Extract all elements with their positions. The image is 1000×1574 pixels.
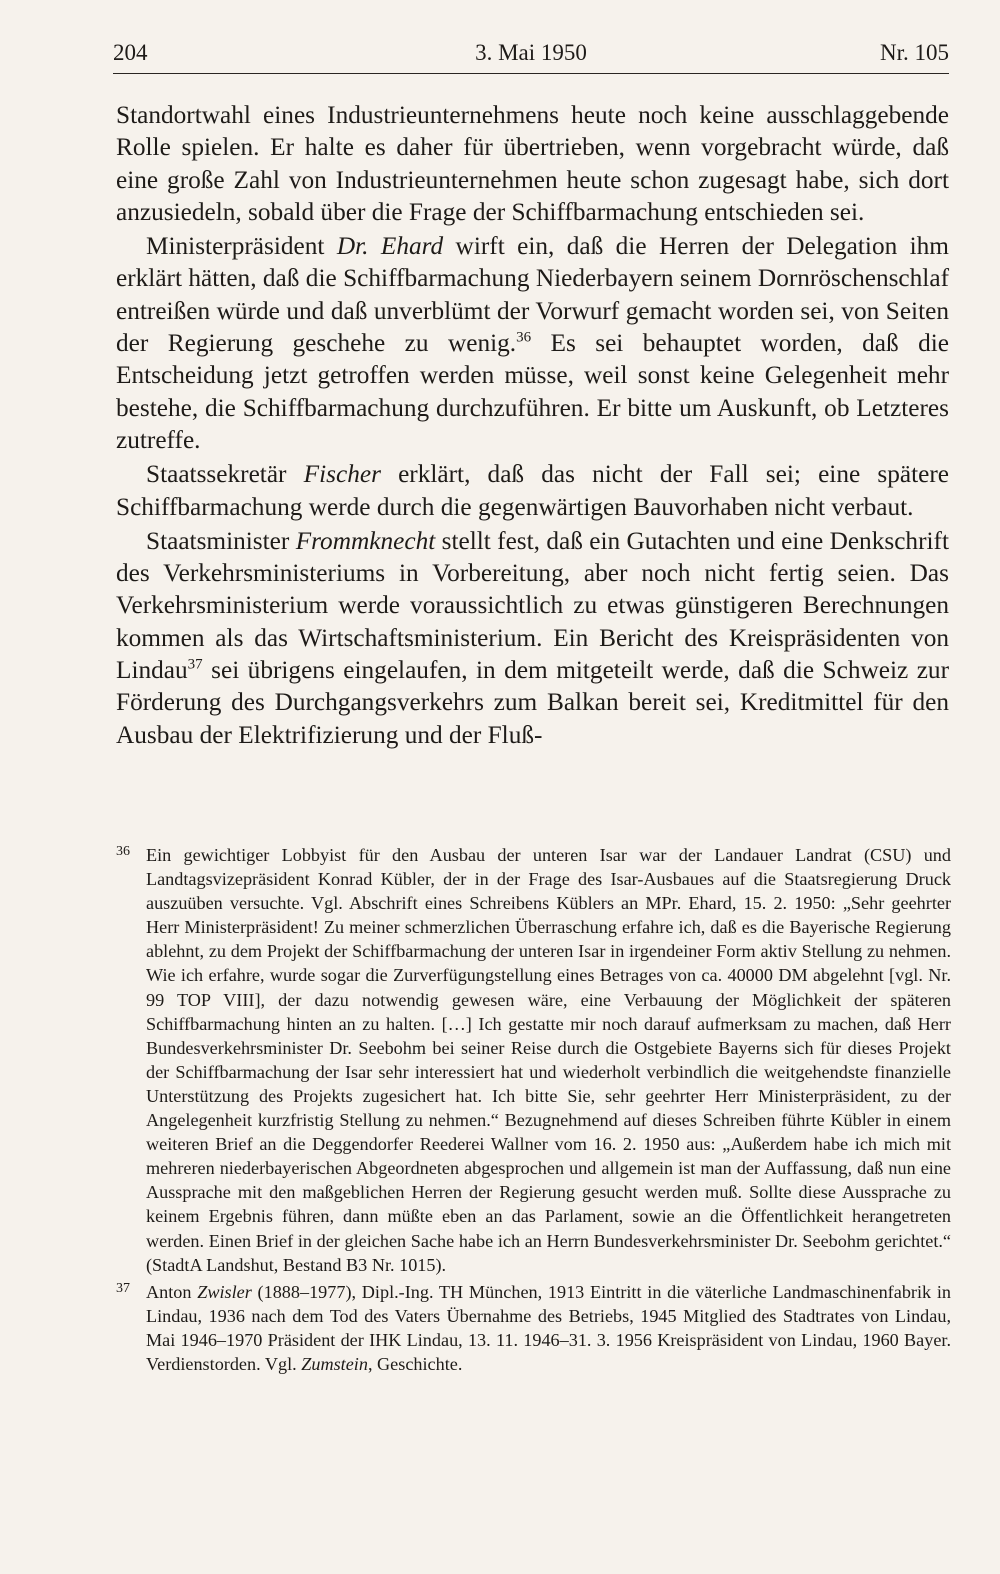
header-rule xyxy=(113,73,949,74)
footnote-36 xyxy=(116,843,951,1277)
paragraph-4-text-a: Staatsminister xyxy=(146,526,296,555)
footnote-reference-36[interactable]: 36 xyxy=(516,329,532,346)
running-header xyxy=(113,40,949,72)
footnote-37 xyxy=(116,1280,951,1376)
footnote-reference-37[interactable]: 37 xyxy=(187,656,203,673)
paragraph-4-text-b: stellt fest, daß ein Gutachten und eine Denkschrift des Verkehrsministeriums in Vorbereitung, aber noch nicht fertig seien. Das Verkehrsministerium werde voraussichtlich zu etwas günstigeren Berechnungen kommen als das Wirtschaftsministerium. Ein Bericht des Kreispräsidenten von Lindau xyxy=(116,526,949,685)
footnote-text-c: , Geschichte. xyxy=(367,1353,463,1374)
footnote-number: 37 xyxy=(116,1280,130,1296)
footnote-text-b: (1888–1977), Dipl.-Ing. TH München, 1913 Eintritt in die väterliche Landmaschinenfabrik in Lindau, 1936 nach dem Tod des Vaters Übernahme des Betriebs, 1945 Mitglied des Stadtrates von Lindau, Mai 1946–1970 Präsident der IHK Lindau, 13. 11. 1946–31. 3. 1956 Kreispräsident von Lindau, 1960 Bayer. Verdienstorden. Vgl. xyxy=(146,1281,951,1374)
paragraph-3 xyxy=(116,458,949,523)
paragraph-3-text-b: erklärt, daß das nicht der Fall sei; eine spätere Schiffbarmachung werde durch die gegenwärtigen Bauvorhaben nicht verbaut. xyxy=(116,460,949,521)
speaker-name: Frommknecht xyxy=(295,526,436,555)
paragraph-2-text-b: wirft ein, daß die Herren der Delegation ihm erklärt hätten, daß die Schiffbarmachung Niederbayern seinem Dornröschenschlaf entreißen würde und daß unverblümt der Vorwurf gemacht worden sei, von Seiten der Regierung geschehe zu wenig. xyxy=(116,232,949,358)
source-reference: Zumstein xyxy=(301,1353,368,1374)
speaker-name: Dr. Ehard xyxy=(336,232,444,261)
document-number: Nr. 105 xyxy=(880,40,949,65)
page-number: 204 xyxy=(113,40,148,65)
footnote-text: Ein gewichtiger Lobbyist für den Ausbau der unteren Isar war der Landauer Landrat (CSU) und Landtagsvizepräsident Konrad Kübler, der in der Frage des Isar-Ausbaues auf die Staatsregierung Druck auszuüben versuchte. Vgl. Abschrift eines Schreibens Küblers an MPr. Ehard, 15. 2. 1950: „Sehr geehrter Herr Ministerpräsident! Zu meiner schmerzlichen Überraschung erfahre ich, daß es die Bayerische Regierung ablehnt, zu dem Projekt der Schiffbarmachung der unteren Isar in irgendeiner Form aktiv Stellung zu nehmen. Wie ich erfahre, wurde sogar die Zurverfügungstellung eines Betrages von ca. 40000 DM abgelehnt [vgl. Nr. 99 TOP VIII], der dazu notwendig gewesen wäre, eine Verbauung der Möglichkeit der späteren Schiffbarmachung hinten an zu halten. […] Ich gestatte mir noch darauf aufmerksam zu machen, daß Herr Bundesverkehrsminister Dr. Seebohm bei seiner Reise durch die Ostgebiete Bayerns sich für dieses Projekt der Schiffbarmachung der Isar sehr interessiert hat und wiederholt verbindlich die weitgehendste finanzielle Unterstützung des Projekts zugesichert hat. Ich bitte Sie, sehr geehrter Herr Ministerpräsident, zu der Angelegenheit kurzfristig Stellung zu nehmen.“ Bezugnehmend auf dieses Schreiben führte Kübler in einem weiteren Brief an die Deggendorfer Reederei Wallner vom 16. 2. 1950 aus: „Außerdem habe ich mich mit mehreren niederbayerischen Abgeordneten abgesprochen und allgemein ist man der Auffassung, daß nun eine Aussprache mit den maßgeblichen Herren der Regierung gesucht werden muß. Sollte diese Aussprache zu keinem Ergebnis führen, dann müßte eben an das Parlament, sowie an die Öffentlichkeit herangetreten werden. Einen Brief in der gleichen Sache habe ich an Herrn Bundesverkehrsminister Dr. Seebohm gerichtet.“ (StadtA Landshut, Bestand B3 Nr. 1015). xyxy=(146,845,951,1275)
person-name: Zwisler xyxy=(197,1281,252,1302)
paragraph-2-text-c: Es sei behauptet worden, daß die Entscheidung jetzt getroffen werden müsse, weil sonst keine Gelegenheit mehr bestehe, die Schiffbarmachung durchzuführen. Er bitte um Auskunft, ob Letzteres zutreffe. xyxy=(116,329,949,454)
main-text xyxy=(116,99,949,753)
speaker-name: Fischer xyxy=(303,460,381,489)
header-date: 3. Mai 1950 xyxy=(475,40,587,65)
paragraph-2-text-a: Ministerpräsident xyxy=(146,232,337,261)
footnote-number: 36 xyxy=(116,844,130,859)
footnote-text-a: Anton xyxy=(146,1281,198,1302)
footnotes xyxy=(116,843,951,1379)
paragraph-2 xyxy=(116,230,949,456)
paragraph-1 xyxy=(116,99,949,228)
paragraph-4-text-c: sei übrigens eingelaufen, in dem mitgeteilt werde, daß die Schweiz zur Förderung des Durchgangsverkehrs zum Balkan bereit sei, Kreditmittel für den Ausbau der Elektrifizierung und der Fluß- xyxy=(116,656,949,749)
paragraph-4 xyxy=(116,525,949,751)
paragraph-1-text: Standortwahl eines Industrieunternehmens heute noch keine ausschlaggebende Rolle spielen. Er halte es daher für übertrieben, wenn vorgebracht würde, daß eine große Zahl von Industrieunternehmen heute schon zugesagt habe, sich dort anzusiedeln, sobald über die Frage der Schiffbarmachung entschieden sei. xyxy=(116,101,949,226)
paragraph-3-text-a: Staatssekretär xyxy=(146,460,304,489)
